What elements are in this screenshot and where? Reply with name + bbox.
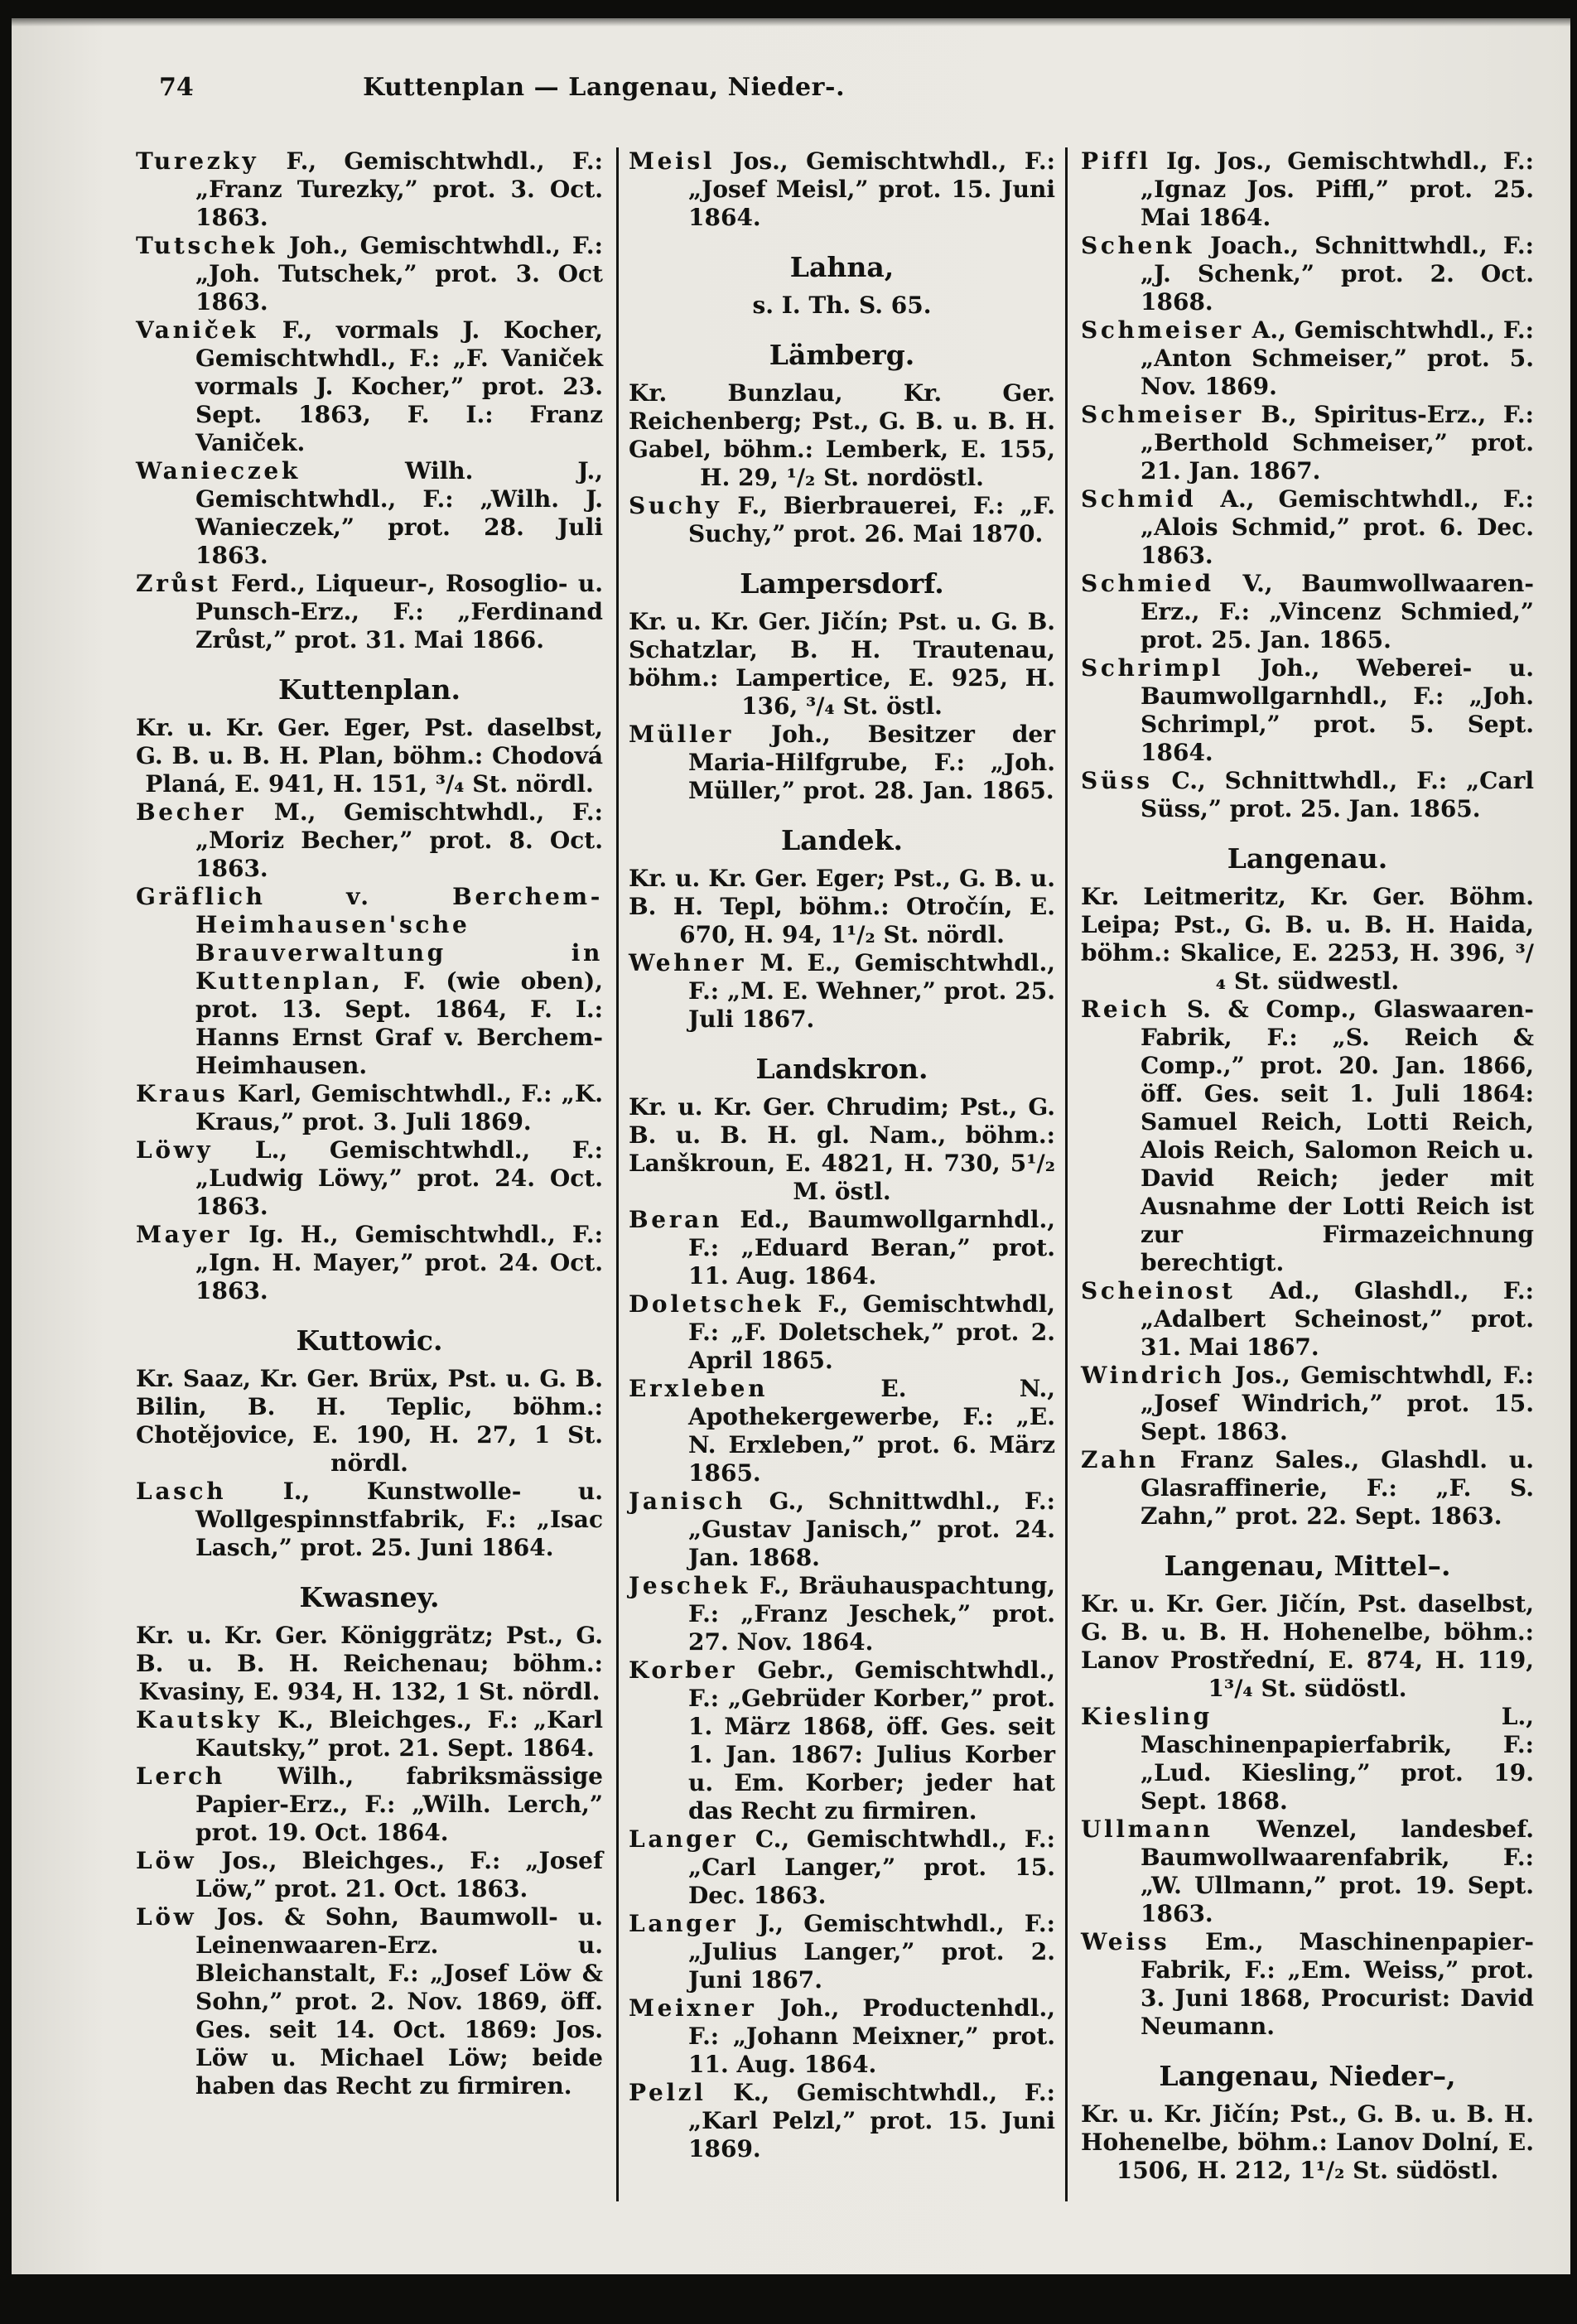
entry-text: Jos. & Sohn, Baumwoll- u. Leinenwaaren-Erz. u. Bleichanstalt, F.: „Josef Löw & Sohn,” prot. 2. Nov. 1869, öff. Ges. seit 14. Oct. 1869: Jos. Löw u. Michael Löw; beide haben das Recht zu firmiren. (195, 1903, 603, 2100)
firm-name: Zrůst (136, 570, 221, 597)
firm-name: Zahn (1081, 1446, 1159, 1473)
entry-text: A., Gemischtwhdl., F.: „Anton Schmeiser,” prot. 5. Nov. 1869. (1141, 316, 1534, 400)
directory-entry (1081, 1362, 1534, 1446)
entry-text: Gebr., Gemischtwhdl., F.: „Gebrüder Korber,” prot. 1. März 1868, öff. Ges. seit 1. Jan. 1867: Julius Korber u. Em. Korber; jeder hat das Recht zu firmiren. (688, 1656, 1055, 1825)
section-heading: Lahna, (789, 251, 895, 283)
directory-entry (136, 147, 603, 232)
entry-text: Joach., Schnittwhdl., F.: „J. Schenk,” prot. 2. Oct. 1868. (1141, 232, 1534, 316)
firm-name: Suchy (629, 492, 722, 519)
directory-entry (629, 1656, 1055, 1825)
entry-text: F., Bräuhauspachtung, F.: „Franz Jeschek,” prot. 27. Nov. 1864. (688, 1572, 1055, 1656)
directory-entry (1081, 232, 1534, 316)
entry-text: A., Gemischtwhdl., F.: „Alois Schmid,” prot. 6. Dec. 1863. (1141, 485, 1534, 569)
firm-name: Beran (629, 1206, 722, 1233)
firm-name: Löwy (136, 1136, 214, 1164)
firm-name: Korber (629, 1656, 738, 1684)
firm-name: Erxleben (629, 1375, 769, 1402)
entry-text: Joh., Productenhdl., F.: „Johann Meixner,” prot. 11. Aug. 1864. (688, 1994, 1055, 2078)
directory-entry (1081, 1703, 1534, 1815)
column-2 (616, 147, 1065, 2201)
directory-entry (1081, 996, 1534, 1277)
firm-name: Schmid (1081, 485, 1197, 513)
district-intro: Kr. u. Kr. Ger. Jičín; Pst. u. G. B. Schatzlar, B. H. Trautenau, böhm.: Lampertice, E. 925, H. 136, ³/₄ St. östl. (629, 608, 1055, 720)
directory-entry (629, 1572, 1055, 1656)
entry-text: F., vormals J. Kocher, Gemischtwhdl., F.: „F. Vaniček vormals J. Kocher,” prot. 23. Sept. 1863, F. I.: Franz Vaniček. (195, 316, 603, 456)
entry-text: Jos., Gemischtwhdl., F.: „Josef Meisl,” prot. 15. Juni 1864. (688, 147, 1055, 231)
entry-text: L., Gemischtwhdl., F.: „Ludwig Löwy,” prot. 24. Oct. 1863. (195, 1136, 603, 1220)
firm-name: Wanieczek (136, 457, 301, 485)
section-heading: Landek. (780, 824, 903, 856)
firm-name: Lasch (136, 1478, 227, 1505)
entry-text: V., Baumwollwaaren-Erz., F.: „Vincenz Schmied,” prot. 25. Jan. 1865. (1141, 570, 1534, 653)
directory-entry (136, 1136, 603, 1221)
firm-name: Meisl (629, 147, 716, 175)
directory-entry (136, 1847, 603, 1903)
directory-entry (629, 492, 1055, 548)
entry-text: Joh., Besitzer der Maria-Hilfgrube, F.: „Joh. Müller,” prot. 28. Jan. 1865. (688, 721, 1055, 804)
entry-text: K., Bleichges., F.: „Karl Kautsky,” prot. 21. Sept. 1864. (195, 1706, 603, 1762)
firm-name: Tutschek (136, 232, 278, 259)
directory-entry (629, 147, 1055, 232)
firm-name: Lerch (136, 1762, 225, 1790)
directory-entry (629, 1910, 1055, 1994)
entry-text: I., Kunstwolle- u. Wollgespinnstfabrik, F.: „Isac Lasch,” prot. 25. Juni 1864. (195, 1478, 603, 1561)
page-title: Kuttenplan — Langenau, Nieder-. (363, 73, 846, 102)
paper-sheet (12, 18, 1570, 2274)
directory-entry (136, 1221, 603, 1305)
firm-name: Schrimpl (1081, 654, 1223, 682)
entry-text: F. (wie oben), prot. 13. Sept. 1864, F. I.: Hanns Ernst Graf v. Berchem-Heimhausen. (195, 967, 603, 1079)
column-1 (136, 147, 616, 2201)
section-heading: Kuttenplan. (278, 673, 461, 706)
entry-text: Wenzel, landesbef. Baumwollwaarenfabrik, F.: „W. Ullmann,” prot. 19. Sept. 1863. (1141, 1815, 1534, 1927)
firm-name: Süss (1081, 767, 1153, 794)
entry-text: Jos., Gemischtwhdl, F.: „Josef Windrich,” prot. 15. Sept. 1863. (1141, 1362, 1534, 1445)
firm-name: Ullmann (1081, 1815, 1213, 1843)
directory-entry (136, 798, 603, 883)
firm-name: Mayer (136, 1221, 233, 1248)
column-3 (1065, 147, 1534, 2201)
firm-name: Kiesling (1081, 1703, 1213, 1730)
entry-text: Wilh., fabriksmässige Papier-Erz., F.: „Wilh. Lerch,” prot. 19. Oct. 1864. (195, 1762, 603, 1846)
section-heading: Lampersdorf. (740, 567, 944, 600)
directory-entry (629, 1487, 1055, 1572)
firm-name: Schmied (1081, 570, 1214, 597)
firm-name: Löw (136, 1847, 197, 1874)
section-heading: Kuttowic. (296, 1324, 443, 1357)
entry-text: Joh., Weberei- u. Baumwollgarnhdl., F.: „Joh. Schrimpl,” prot. 5. Sept. 1864. (1141, 654, 1534, 766)
firm-name: Jeschek (629, 1572, 750, 1599)
firm-name: Müller (629, 721, 735, 748)
section-heading: Landskron. (755, 1053, 928, 1085)
section-heading: Langenau, Nieder–, (1159, 2060, 1456, 2092)
entry-text: Karl, Gemischtwhdl., F.: „K. Kraus,” prot. 3. Juli 1869. (195, 1080, 603, 1135)
firm-name: Kautsky (136, 1706, 263, 1733)
directory-entry (136, 1903, 603, 2100)
directory-entry (1081, 147, 1534, 232)
page-number: 74 (159, 73, 194, 102)
section-heading: Langenau, Mittel–. (1164, 1550, 1451, 1582)
district-intro: Kr. Bunzlau, Kr. Ger. Reichenberg; Pst., G. B. u. B. H. Gabel, böhm.: Lemberk, E. 155, H. 29, ¹/₂ St. nordöstl. (629, 379, 1055, 491)
district-intro: Kr. u. Kr. Ger. Königgrätz; Pst., G. B. u. B. H. Reichenau; böhm.: Kvasiny, E. 934, H. 132, 1 St. nördl. (136, 1622, 603, 1705)
firm-name: Kraus (136, 1080, 229, 1107)
firm-name: Doletschek (629, 1290, 804, 1318)
directory-entry (136, 570, 603, 654)
entry-text: Franz Sales., Glashdl. u. Glasraffinerie, F.: „F. S. Zahn,” prot. 22. Sept. 1863. (1141, 1446, 1534, 1530)
entry-text: Ferd., Liqueur-, Rosoglio- u. Punsch-Erz., F.: „Ferdinand Zrůst,” prot. 31. Mai 1866. (195, 570, 603, 653)
entry-text: F., Gemischtwhdl, F.: „F. Doletschek,” prot. 2. April 1865. (688, 1290, 1055, 1374)
section-heading: Lämberg. (769, 339, 915, 371)
directory-entry (1081, 1928, 1534, 2041)
directory-entry (629, 1206, 1055, 1290)
entry-text: Wilh. J., Gemischtwhdl., F.: „Wilh. J. Wanieczek,” prot. 28. Juli 1863. (195, 457, 603, 569)
directory-entry (629, 1994, 1055, 2079)
directory-entry (1081, 1446, 1534, 1531)
directory-entry (136, 1080, 603, 1136)
district-intro: Kr. u. Kr. Ger. Chrudim; Pst., G. B. u. B. H. gl. Nam., böhm.: Lanškroun, E. 4821, H. 730, 5¹/₂ M. östl. (629, 1093, 1055, 1205)
entry-text: Ed., Baumwollgarnhdl., F.: „Eduard Beran,” prot. 11. Aug. 1864. (688, 1206, 1055, 1290)
directory-entry (136, 1762, 603, 1847)
directory-entry (1081, 485, 1534, 570)
district-intro: Kr. u. Kr. Ger. Jičín, Pst. daselbst, G. B. u. B. H. Hohenelbe, böhm.: Lanov Prostřední, E. 874, H. 119, 1³/₄ St. südöstl. (1081, 1590, 1534, 1702)
directory-entry (1081, 401, 1534, 485)
firm-name: Windrich (1081, 1362, 1225, 1389)
firm-name: Schmeiser (1081, 401, 1244, 428)
entry-text: B., Spiritus-Erz., F.: „Berthold Schmeiser,” prot. 21. Jan. 1867. (1141, 401, 1534, 485)
section-subheading: s. I. Th. S. 65. (752, 292, 932, 319)
firm-name: Turezky (136, 147, 259, 175)
firm-name: Weiss (1081, 1928, 1170, 1955)
directory-entry (136, 457, 603, 570)
directory-entry (629, 721, 1055, 805)
firm-name: Löw (136, 1903, 197, 1931)
firm-name: Becher (136, 798, 247, 826)
directory-entry (629, 1290, 1055, 1375)
entry-text: Ig. H., Gemischtwhdl., F.: „Ign. H. Mayer,” prot. 24. Oct. 1863. (195, 1221, 603, 1304)
district-intro: Kr. u. Kr. Jičín; Pst., G. B. u. B. H. Hohenelbe, böhm.: Lanov Dolní, E. 1506, H. 212, 1¹/₂ St. südöstl. (1081, 2100, 1534, 2184)
district-intro: Kr. Saaz, Kr. Ger. Brüx, Pst. u. G. B. Bilin, B. H. Teplic, böhm.: Chotějovice, E. 190, H. 27, 1 St. nördl. (136, 1365, 603, 1477)
firm-name: Schenk (1081, 232, 1195, 259)
firm-name: Langer (629, 1910, 739, 1937)
entry-text: C., Schnittwhdl., F.: „Carl Süss,” prot. 25. Jan. 1865. (1141, 767, 1534, 822)
directory-entry (136, 1478, 603, 1562)
entry-text: F., Bierbrauerei, F.: „F. Suchy,” prot. 26. Mai 1870. (688, 492, 1055, 547)
directory-entry (1081, 654, 1534, 767)
firm-name: Langer (629, 1825, 739, 1853)
directory-entry (629, 1825, 1055, 1910)
district-intro: Kr. Leitmeritz, Kr. Ger. Böhm. Leipa; Pst., G. B. u. B. H. Haida, böhm.: Skalice, E. 2253, H. 396, ³/₄ St. südwestl. (1081, 883, 1534, 995)
directory-entry (136, 316, 603, 457)
directory-entry (1081, 316, 1534, 401)
directory-entry (1081, 1277, 1534, 1362)
entry-text: S. & Comp., Glaswaaren-Fabrik, F.: „S. Reich & Comp.,” prot. 20. Jan. 1866, öff. Ges. seit 1. Juli 1864: Samuel Reich, Lotti Reich, Alois Reich, Salomon Reich u. David Reich; jeder mit Ausnahme der Lotti Reich ist zur Firmazeichnung berechtigt. (1141, 996, 1534, 1276)
directory-entry (629, 1375, 1055, 1487)
directory-entry (136, 883, 603, 1080)
entry-text: G., Schnittwdhl., F.: „Gustav Janisch,” prot. 24. Jan. 1868. (688, 1487, 1055, 1571)
firm-name: Janisch (629, 1487, 746, 1515)
entry-text: C., Gemischtwhdl., F.: „Carl Langer,” prot. 15. Dec. 1863. (688, 1825, 1055, 1909)
directory-entry (136, 1706, 603, 1762)
entry-text: F., Gemischtwhdl., F.: „Franz Turezky,” prot. 3. Oct. 1863. (195, 147, 603, 231)
firm-name: Piffl (1081, 147, 1151, 175)
entry-text: Ig. Jos., Gemischtwhdl., F.: „Ignaz Jos. Piffl,” prot. 25. Mai 1864. (1141, 147, 1534, 231)
entry-text: Ad., Glashdl., F.: „Adalbert Scheinost,” prot. 31. Mai 1867. (1141, 1277, 1534, 1361)
entry-text: K., Gemischtwhdl., F.: „Karl Pelzl,” prot. 15. Juni 1869. (688, 2079, 1055, 2162)
entry-text: E. N., Apothekergewerbe, F.: „E. N. Erxleben,” prot. 6. März 1865. (688, 1375, 1055, 1487)
entry-text: M., Gemischtwhdl., F.: „Moriz Becher,” prot. 8. Oct. 1863. (195, 798, 603, 882)
firm-name: Vaniček (136, 316, 259, 344)
firm-name: Schmeiser (1081, 316, 1244, 344)
section-heading: Kwasney. (299, 1581, 440, 1613)
firm-name: Pelzl (629, 2079, 707, 2106)
entry-text: L., Maschinenpapierfabrik, F.: „Lud. Kiesling,” prot. 19. Sept. 1868. (1141, 1703, 1534, 1815)
firm-name: Gräflich v. Berchem-Heimhausen'sche Brauverwaltung in Kuttenplan, (136, 883, 603, 995)
entry-text: Joh., Gemischtwhdl., F.: „Joh. Tutschek,” prot. 3. Oct 1863. (195, 232, 603, 316)
entry-text: J., Gemischtwhdl., F.: „Julius Langer,” prot. 2. Juni 1867. (688, 1910, 1055, 1994)
column-layout (136, 147, 1534, 2201)
entry-text: Jos., Bleichges., F.: „Josef Löw,” prot. 21. Oct. 1863. (195, 1847, 603, 1902)
directory-entry (1081, 570, 1534, 654)
firm-name: Meixner (629, 1994, 757, 2022)
directory-entry (136, 232, 603, 316)
directory-entry (629, 2079, 1055, 2163)
page-header (12, 73, 1570, 109)
firm-name: Scheinost (1081, 1277, 1236, 1304)
directory-entry (629, 949, 1055, 1034)
directory-entry (1081, 1815, 1534, 1928)
entry-text: Em., Maschinenpapier-Fabrik, F.: „Em. Weiss,” prot. 3. Juni 1868, Procurist: David Neumann. (1141, 1928, 1534, 2040)
section-heading: Langenau. (1227, 842, 1388, 875)
scan-edge-shadow (12, 18, 1570, 27)
firm-name: Reich (1081, 996, 1170, 1023)
firm-name: Wehner (629, 949, 747, 976)
entry-text: M. E., Gemischtwhdl., F.: „M. E. Wehner,” prot. 25. Juli 1867. (688, 949, 1055, 1033)
directory-entry (1081, 767, 1534, 823)
district-intro: Kr. u. Kr. Ger. Eger; Pst., G. B. u. B. H. Tepl, böhm.: Otročín, E. 670, H. 94, 1¹/₂ St. nördl. (629, 865, 1055, 948)
district-intro: Kr. u. Kr. Ger. Eger, Pst. daselbst, G. B. u. B. H. Plan, böhm.: Chodová Planá, E. 941, H. 151, ³/₄ St. nördl. (136, 714, 603, 798)
